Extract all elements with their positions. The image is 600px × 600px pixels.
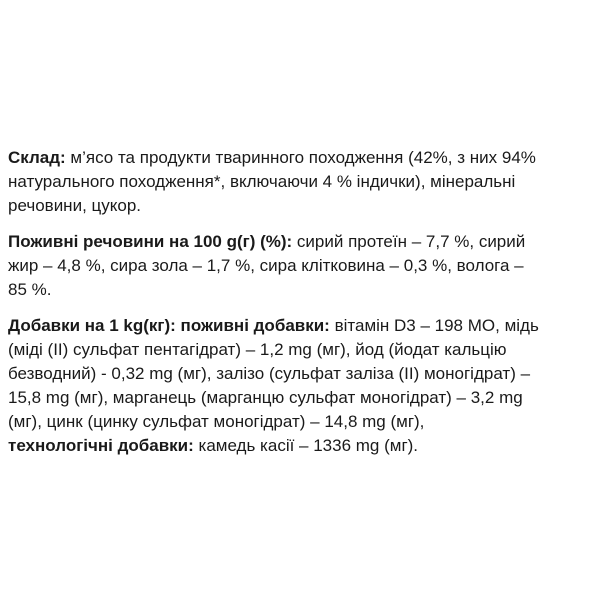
tech-additives-label: технологічні добавки: [8, 436, 194, 455]
nutrients-line-1 [8, 230, 592, 254]
additives-line-5: (мг), цинк (цинку сульфат моногідрат) – 14,8 mg (мг), [8, 412, 425, 431]
tech-additives-text: камедь касії – 1336 mg (мг). [193, 436, 419, 455]
nutrients-line-3: 85 %. [8, 280, 52, 299]
additives-line-2: (міді (II) сульфат пентагідрат) – 1,2 mg (мг), йод (йодат кальцію [8, 340, 507, 359]
nutrients-paragraph [8, 230, 592, 302]
composition-text-1: м’ясо та продукти тваринного походження (42%, з них 94% [65, 148, 536, 167]
additives-line-3: безводний) - 0,32 mg (мг), залізо (сульфат заліза (II) моногідрат) – [8, 364, 531, 383]
composition-line-2: натурального походження*, включаючи 4 % індички), мінеральні [8, 172, 516, 191]
composition-label: Склад: [8, 148, 66, 167]
nutrients-line-2: жир – 4,8 %, сира зола – 1,7 %, сира клітковина – 0,3 %, волога – [8, 256, 524, 275]
additives-paragraph [8, 314, 592, 458]
additives-line-6 [8, 434, 592, 458]
composition-line-3: речовини, цукор. [8, 196, 142, 215]
nutrients-text-1: сирий протеїн – 7,7 %, сирий [292, 232, 526, 251]
composition-paragraph [8, 146, 592, 218]
label-text-block [8, 146, 592, 470]
additives-label: Добавки на 1 kg(кг): поживні добавки: [8, 316, 330, 335]
additives-line-4: 15,8 mg (мг), марганець (марганцю сульфат моногідрат) – 3,2 mg [8, 388, 523, 407]
composition-line-1 [8, 146, 592, 170]
nutrients-label: Поживні речовини на 100 g(г) (%): [8, 232, 293, 251]
additives-text-1: вітамін D3 – 198 МО, мідь [329, 316, 539, 335]
additives-line-1 [8, 314, 592, 338]
